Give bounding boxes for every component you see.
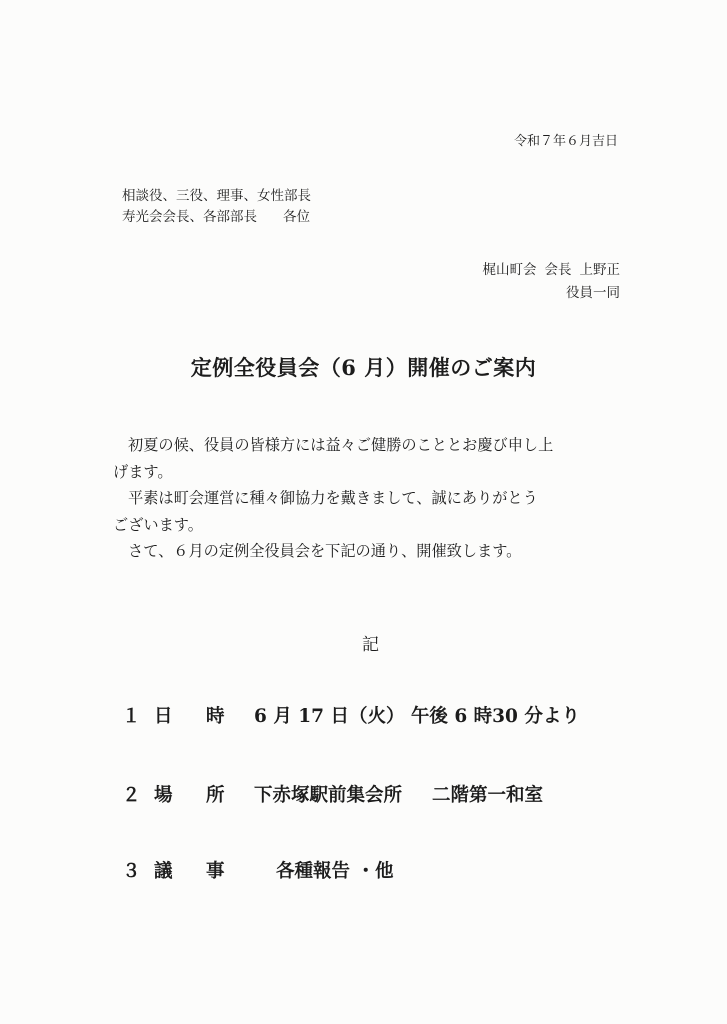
- item-label-char2: 所: [206, 785, 225, 806]
- item-value-extra: 二階第一和室: [432, 785, 544, 806]
- item-label-char1: 場: [154, 785, 173, 806]
- item-number: ３: [122, 861, 141, 882]
- issue-date: 令和７年６月吉日: [513, 134, 618, 149]
- item-label-char1: 議: [154, 861, 173, 882]
- body-para2: [113, 485, 613, 538]
- body-text: [113, 432, 613, 565]
- item-number: ２: [122, 785, 141, 806]
- document-title: 定例全役員会（6 月）開催のご案内: [190, 355, 537, 380]
- detail-item-place: [122, 781, 543, 807]
- addressees-suffix: 各位: [283, 209, 310, 225]
- body-para2-line1: 平素は町会運営に種々御協力を戴きまして、誠にありがとう: [128, 489, 538, 507]
- body-para1: [113, 432, 613, 485]
- body-para3-line: さて、６月の定例全役員会を下記の通り、開催致します。: [128, 542, 522, 560]
- body-para1-line1: 初夏の候、役員の皆様方には益々ご健勝のこととお慶び申し上: [128, 436, 554, 454]
- addressees-line1: 相談役、三役、理事、女性部長: [122, 188, 311, 204]
- sender-block: [483, 259, 621, 305]
- sender-line2: 役員一同: [566, 285, 620, 301]
- sender-line1: [483, 259, 621, 282]
- sender-name: 上野正: [579, 262, 620, 278]
- item-label-char2: 事: [206, 861, 225, 882]
- item-label-char2: 時: [206, 706, 225, 727]
- addressees-line2-text: 寿光会会長、各部部長: [122, 209, 257, 225]
- ki-heading: 記: [362, 635, 379, 655]
- detail-item-agenda: [122, 857, 393, 883]
- body-para2-line2: ございます。: [113, 515, 203, 534]
- item-value: 6 月 17 日（火） 午後 6 時30 分より: [254, 706, 580, 727]
- item-value: 各種報告 ・他: [276, 861, 394, 882]
- addressees-line2: [122, 207, 311, 228]
- detail-item-datetime: [122, 702, 580, 728]
- body-para3: [113, 538, 613, 565]
- item-label-char1: 日: [154, 706, 173, 727]
- item-number: １: [122, 706, 141, 727]
- item-value: 下赤塚駅前集会所: [254, 785, 403, 806]
- addressees: [122, 186, 311, 228]
- item-value-wrap: [254, 781, 543, 807]
- sender-org: 梶山町会: [482, 262, 537, 278]
- body-para1-line2: げます。: [113, 462, 173, 481]
- sender-role: 会長: [544, 262, 572, 278]
